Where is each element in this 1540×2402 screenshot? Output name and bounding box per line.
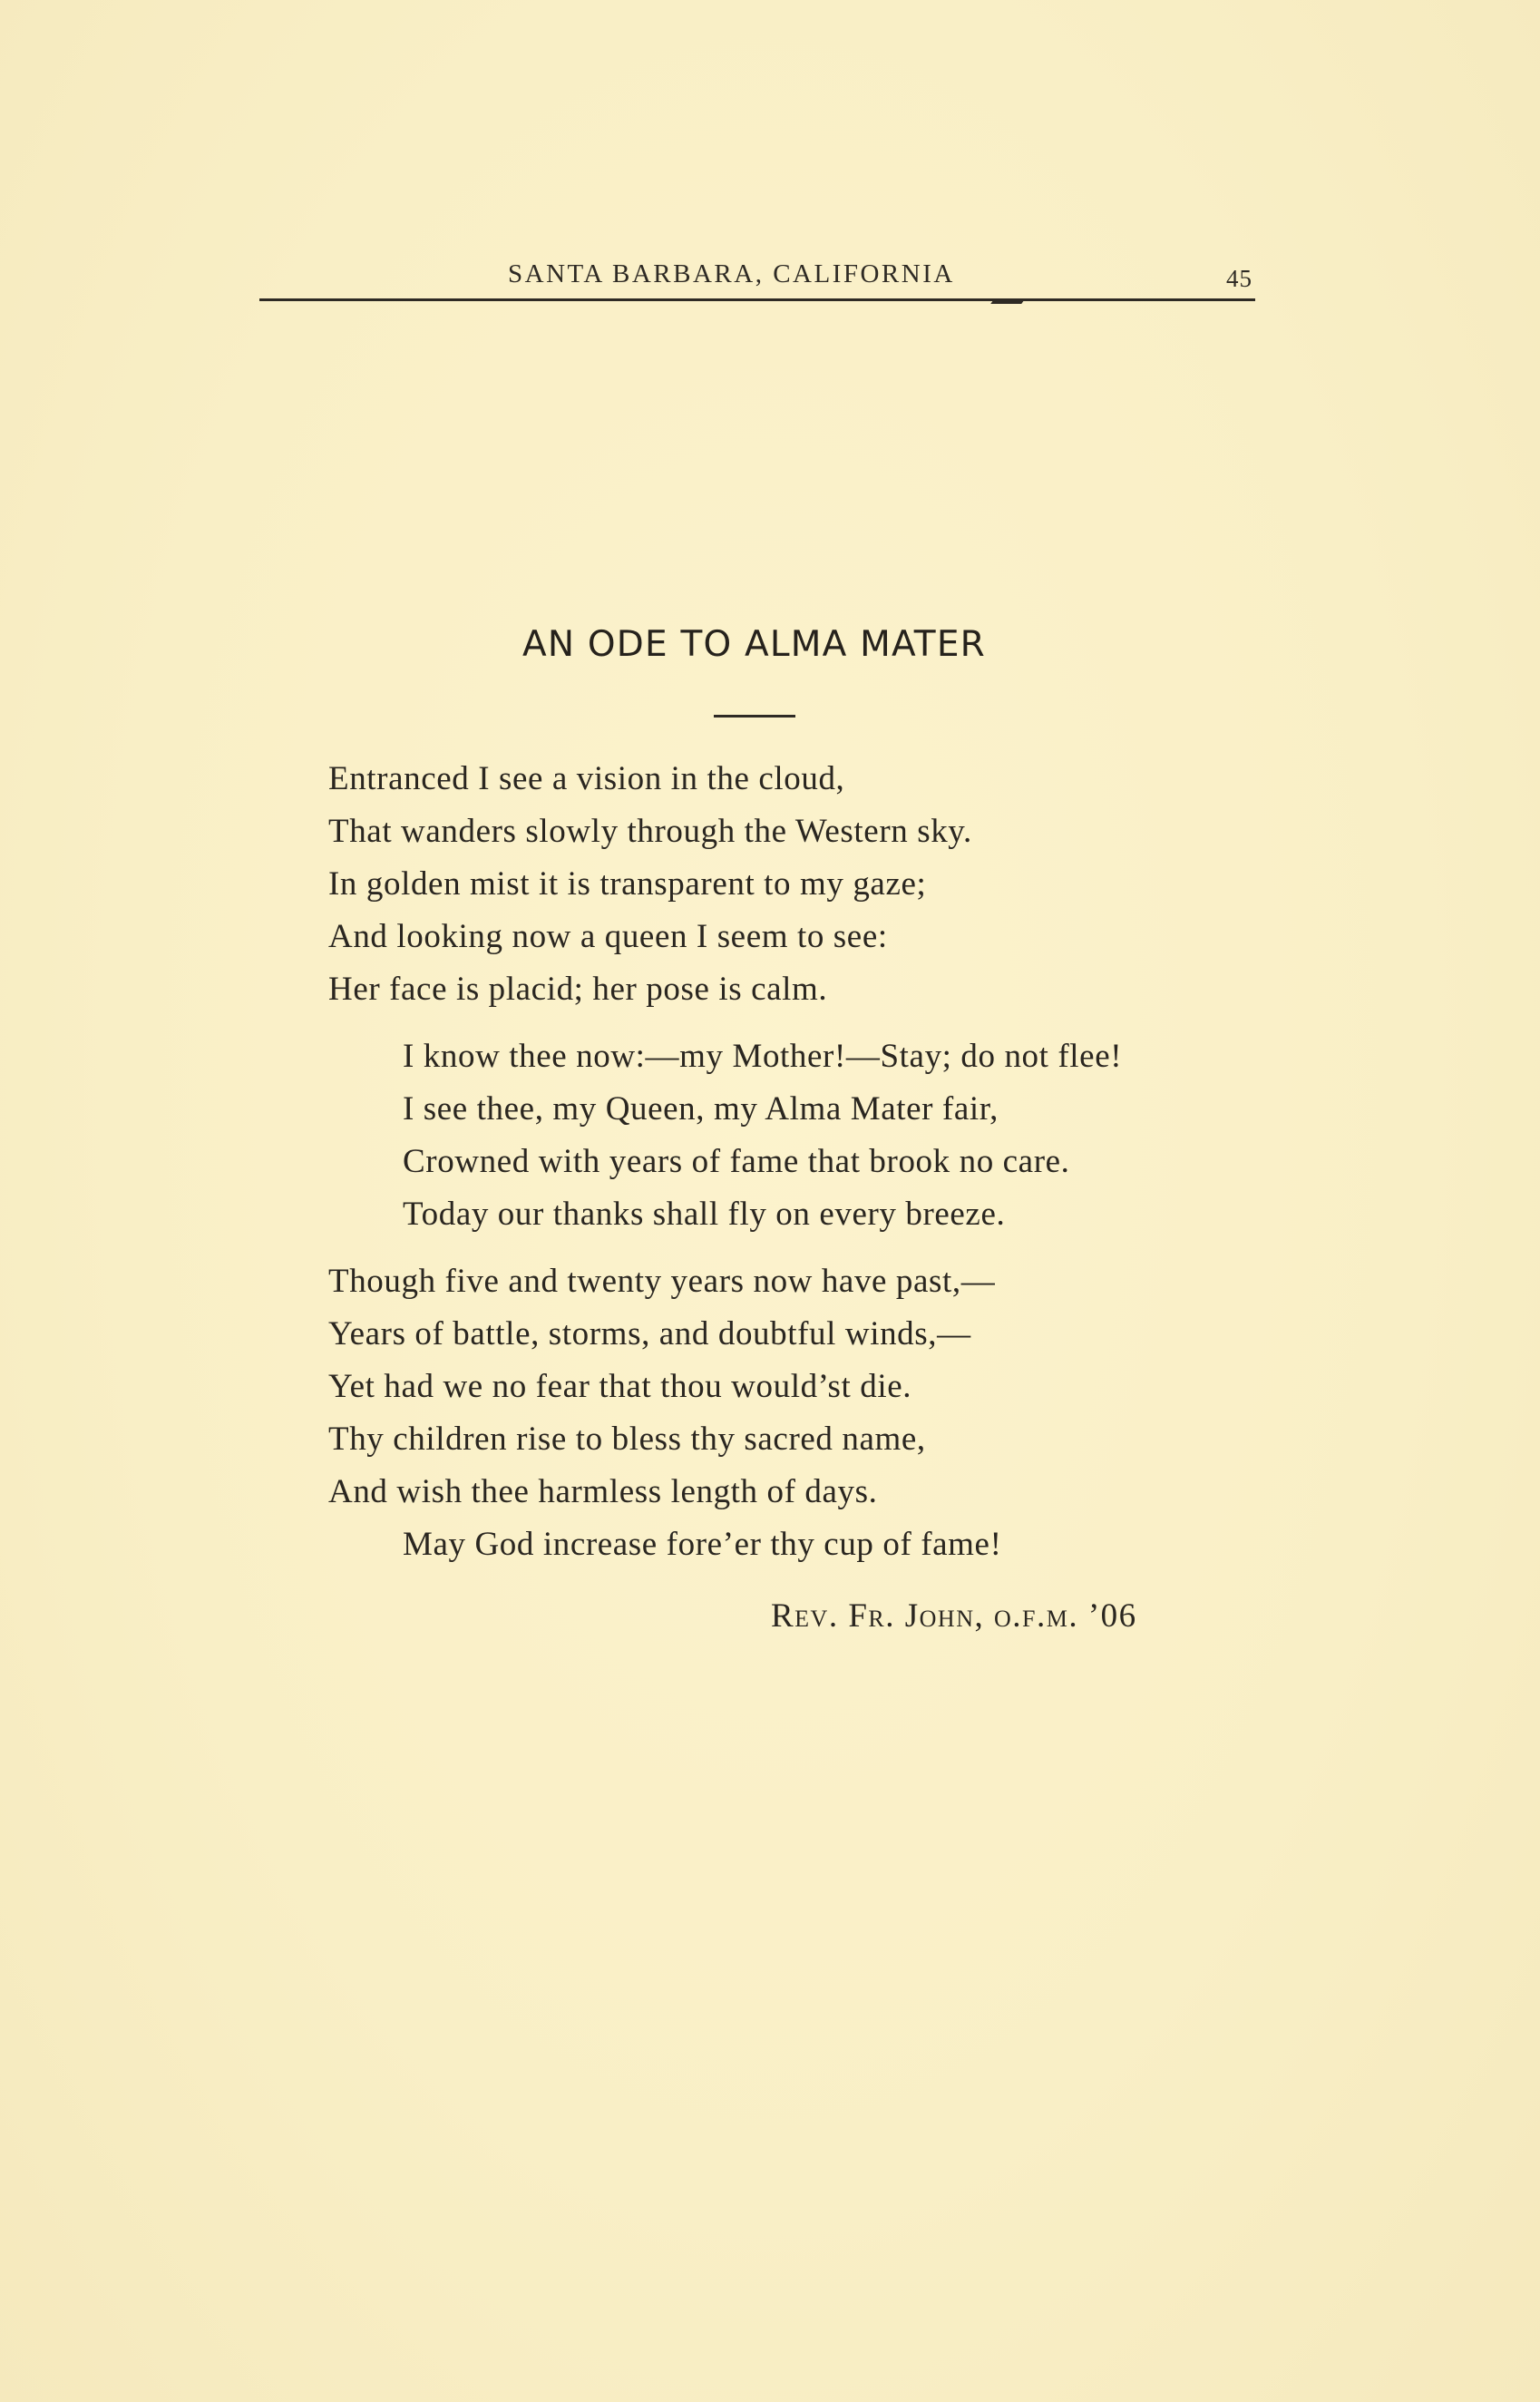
author-signature: Rev. Fr. John, o.f.m. ’06 [771, 1597, 1137, 1635]
poem-line: I see thee, my Queen, my Alma Mater fair, [403, 1090, 999, 1128]
poem-line: Thy children rise to bless thy sacred name, [328, 1421, 926, 1458]
poem-line: Years of battle, storms, and doubtful winds,— [328, 1315, 971, 1352]
poem-line: I know thee now:—my Mother!—Stay; do not flee! [403, 1038, 1123, 1075]
poem-line: And looking now a queen I seem to see: [328, 918, 888, 955]
stanza-1 [328, 753, 1290, 1016]
stanza-3 [328, 1255, 1290, 1571]
poem-line: Crowned with years of fame that brook no care. [403, 1143, 1070, 1180]
poem-line: In golden mist it is transparent to my gaze; [328, 865, 927, 903]
running-head: SANTA BARBARA, CALIFORNIA [508, 259, 955, 288]
poem-line: And wish thee harmless length of days. [328, 1473, 878, 1510]
header-rule-mark [990, 299, 1025, 304]
poem-line: May God increase fore’er thy cup of fame! [403, 1526, 1002, 1563]
poem-line: That wanders slowly through the Western sky. [328, 813, 972, 850]
title-rule [714, 715, 795, 718]
poem-line: Her face is placid; her pose is calm. [328, 971, 828, 1008]
poem-title: AN ODE TO ALMA MATER [522, 624, 986, 665]
header-rule [259, 298, 1255, 301]
poem-line: Entranced I see a vision in the cloud, [328, 760, 845, 797]
page-number: 45 [1226, 265, 1252, 292]
poem-line: Though five and twenty years now have past,— [328, 1263, 996, 1300]
stanza-2 [328, 1030, 1290, 1241]
poem-line: Today our thanks shall fly on every breeze. [403, 1196, 1006, 1233]
poem-body [328, 753, 1290, 1586]
poem-line: Yet had we no fear that thou would’st die. [328, 1368, 912, 1405]
